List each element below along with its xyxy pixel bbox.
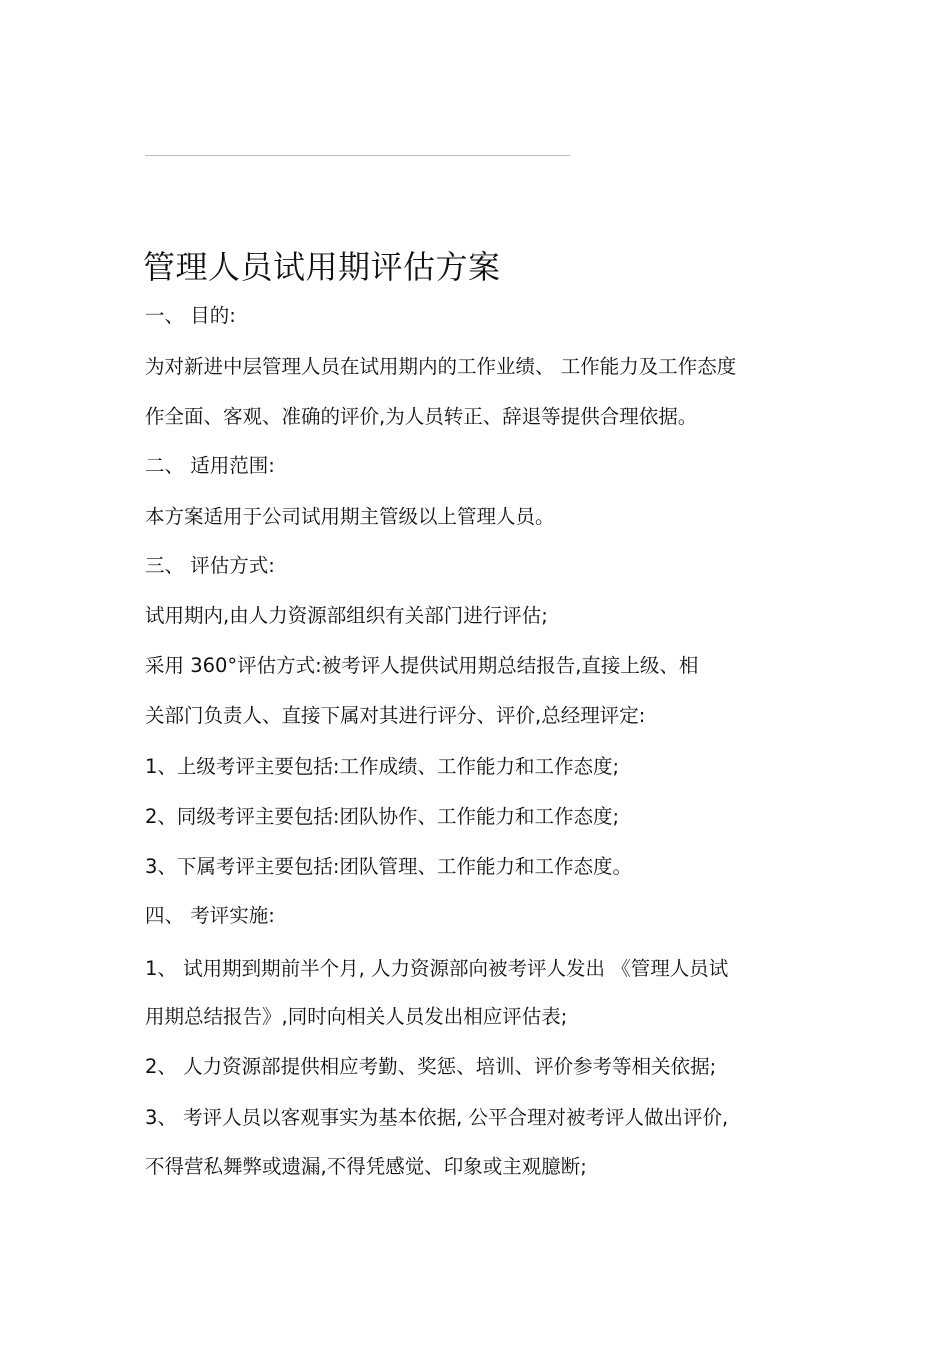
paragraph-line: 本方案适用于公司试用期主管级以上管理人员。 <box>145 505 555 528</box>
list-item-continuation: 用期总结报告》,同时向相关人员发出相应评估表; <box>145 1005 568 1028</box>
list-item-continuation: 不得营私舞弊或遗漏,不得凭感觉、印象或主观臆断; <box>145 1155 587 1178</box>
paragraph-line: 关部门负责人、直接下属对其进行评分、评价,总经理评定: <box>145 704 646 727</box>
section-heading-method: 三、 评估方式: <box>145 554 275 577</box>
paragraph-line: 试用期内,由人力资源部组织有关部门进行评估; <box>145 604 548 627</box>
section-heading-implementation: 四、 考评实施: <box>145 904 275 927</box>
list-item: 3、下属考评主要包括:团队管理、工作能力和工作态度。 <box>145 855 632 878</box>
section-heading-purpose: 一、 目的: <box>145 304 236 327</box>
list-item: 3、 考评人员以客观事实为基本依据, 公平合理对被考评人做出评价, <box>145 1106 729 1129</box>
paragraph-line: 采用 360°评估方式:被考评人提供试用期总结报告,直接上级、相 <box>145 654 699 677</box>
list-item: 2、 人力资源部提供相应考勤、奖惩、培训、评价参考等相关依据; <box>145 1055 717 1078</box>
section-heading-scope: 二、 适用范围: <box>145 454 275 477</box>
list-item: 1、上级考评主要包括:工作成绩、工作能力和工作态度; <box>145 755 620 778</box>
header-divider <box>145 155 570 156</box>
list-item: 2、同级考评主要包括:团队协作、工作能力和工作态度; <box>145 805 620 828</box>
list-item: 1、 试用期到期前半个月, 人力资源部向被考评人发出 《管理人员试 <box>145 957 729 980</box>
paragraph-line: 作全面、客观、准确的评价,为人员转正、辞退等提供合理依据。 <box>145 405 698 428</box>
document-title: 管理人员试用期评估方案 <box>143 248 501 286</box>
paragraph-line: 为对新进中层管理人员在试用期内的工作业绩、 工作能力及工作态度 <box>145 355 737 378</box>
